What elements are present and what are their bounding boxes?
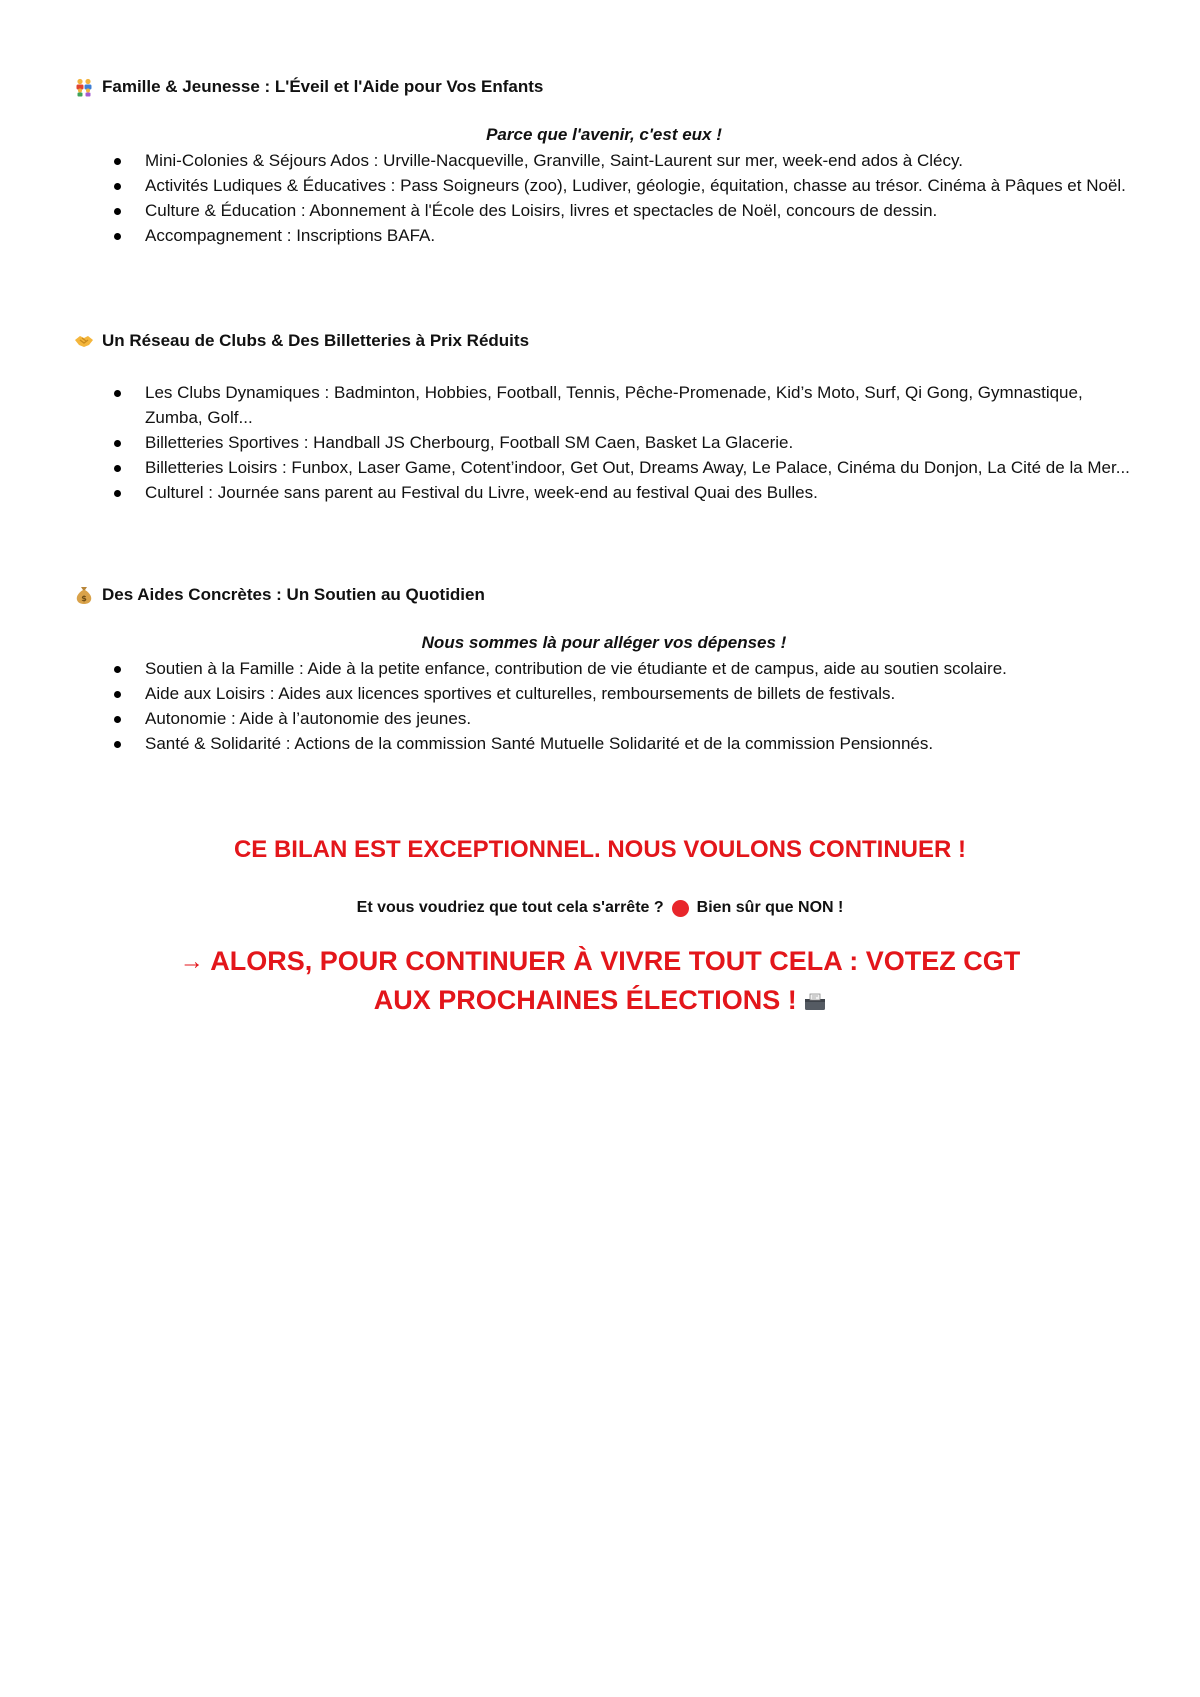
section-heading: [74, 330, 1134, 352]
arrow-right-icon: →: [179, 948, 204, 975]
item-list: [74, 380, 1134, 505]
section-famille-jeunesse: [74, 76, 1134, 248]
closing-headline: CE BILAN EST EXCEPTIONNEL. NOUS VOULONS CONTINUER !: [233, 836, 967, 863]
bullet-icon: [114, 390, 121, 397]
list-item: Accompagnement : Inscriptions BAFA.: [74, 223, 1134, 248]
bullet-icon: [114, 465, 121, 472]
bullet-icon: [114, 158, 121, 165]
bullet-icon: [114, 741, 121, 748]
section-title: Un Réseau de Clubs & Des Billetteries à Prix Réduits: [102, 331, 530, 350]
vote-call-to-action: [150, 942, 1050, 1020]
list-item: Billetteries Loisirs : Funbox, Laser Game, Cotent’indoor, Get Out, Dreams Away, Le Palace, Cinéma du Donjon, La Cité de la Mer...: [74, 455, 1134, 480]
section-tagline: Parce que l'avenir, c'est eux !: [486, 125, 722, 144]
money-bag-icon: [74, 585, 94, 605]
list-item: Culture & Éducation : Abonnement à l'École des Loisirs, livres et spectacles de Noël, concours de dessin.: [74, 198, 1134, 223]
call-to-action-text: ALORS, POUR CONTINUER À VIVRE TOUT CELA : VOTEZ CGT AUX PROCHAINES ÉLECTIONS !: [210, 946, 1021, 1015]
ballot-box-icon: [804, 993, 826, 1011]
bullet-icon: [114, 233, 121, 240]
bullet-icon: [114, 208, 121, 215]
section-aides-concretes: [74, 584, 1134, 756]
section-heading: [74, 76, 1134, 98]
section-heading: [74, 584, 1134, 606]
section-tagline: Nous sommes là pour alléger vos dépenses !: [421, 633, 787, 652]
section-title: Des Aides Concrètes : Un Soutien au Quotidien: [102, 585, 485, 604]
list-item: Billetteries Sportives : Handball JS Cherbourg, Football SM Caen, Basket La Glacerie.: [74, 430, 1134, 455]
svg-text:$: $: [81, 594, 87, 603]
list-item: Soutien à la Famille : Aide à la petite enfance, contribution de vie étudiante et de campus, aide au soutien scolaire.: [74, 656, 1134, 681]
list-item: Santé & Solidarité : Actions de la commission Santé Mutuelle Solidarité et de la commission Pensionnés.: [74, 731, 1134, 756]
list-item: Mini-Colonies & Séjours Ados : Urville-Nacqueville, Granville, Saint-Laurent sur mer, week-end ados à Clécy.: [74, 148, 1134, 173]
bullet-icon: [114, 440, 121, 447]
closing-question: [0, 897, 1200, 919]
item-list: [74, 148, 1134, 248]
list-item: Aide aux Loisirs : Aides aux licences sportives et culturelles, remboursements de billets de festivals.: [74, 681, 1134, 706]
bullet-icon: [114, 666, 121, 673]
item-list: [74, 656, 1134, 756]
bullet-icon: [114, 691, 121, 698]
bullet-icon: [114, 716, 121, 723]
stop-sign-icon: [672, 900, 689, 917]
list-item: Les Clubs Dynamiques : Badminton, Hobbies, Football, Tennis, Pêche-Promenade, Kid’s Moto, Surf, Qi Gong, Gymnastique, Zumba, Golf...: [74, 380, 1134, 430]
handshake-icon: [74, 331, 94, 351]
list-item: Activités Ludiques & Éducatives : Pass Soigneurs (zoo), Ludiver, géologie, équitation, chasse au trésor. Cinéma à Pâques et Noël.: [74, 173, 1134, 198]
list-item: Culturel : Journée sans parent au Festival du Livre, week-end au festival Quai des Bulles.: [74, 480, 1134, 505]
answer-text: Bien sûr que NON !: [696, 899, 844, 916]
family-icon: [74, 77, 94, 97]
list-item: Autonomie : Aide à l’autonomie des jeunes.: [74, 706, 1134, 731]
bullet-icon: [114, 490, 121, 497]
bullet-icon: [114, 183, 121, 190]
question-text: Et vous voudriez que tout cela s'arrête ?: [356, 899, 664, 916]
section-clubs-billetteries: [74, 330, 1134, 505]
section-title: Famille & Jeunesse : L'Éveil et l'Aide pour Vos Enfants: [102, 77, 544, 96]
